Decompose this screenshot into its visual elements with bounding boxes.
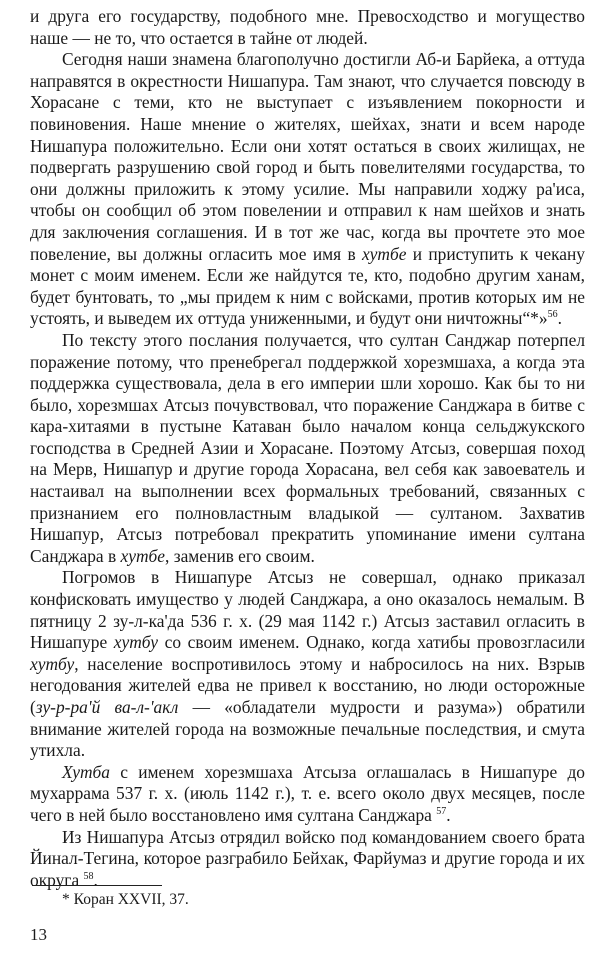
- italic-term: хутбе: [361, 243, 407, 264]
- paragraph: [30, 567, 585, 761]
- italic-term: хутбу: [113, 632, 159, 653]
- text-run: со своим именем. Однако, когда хатибы провозгласили: [158, 632, 585, 653]
- footnote-ref: 58: [83, 870, 94, 882]
- text-run: — «обладатели мудрости и разума») обратили внимание жителей города на возможные печальные последствия, и смута утихла.: [30, 697, 585, 761]
- italic-term: хутбе: [120, 545, 165, 566]
- footnote-ref: 57: [436, 806, 447, 818]
- text-run: По тексту этого послания получается, что султан Санджар потерпел поражение потому, что пренебрегал поддержкой хорезмшаха, а когда эта поддержка существовала, дела в его империи шли хорошо. Как бы то ни было, хорезмшах Атсыз почувствовал, что поражение Санджара в битве с кара-хитаями в пустыне Катаван было началом конца сельджукского господства в Средней Азии и Хорасане. Поэтому Атсыз, совершая поход на Мерв, Нишапур и другие города Хорасана, вел себя как завоеватель и настаивал на выполнении всех формальных требований, связанных с признанием его полновластным владыкой — султаном. Захватив Нишапур, Атсыз потребовал прекратить упоминание имени султана Санджара в: [30, 329, 585, 566]
- text-run: .: [557, 308, 562, 329]
- paragraph: [30, 762, 585, 827]
- paragraph: [30, 330, 585, 568]
- text-run: Погромов в Нишапуре Атсыз не совершал, однако приказал конфисковать имущество у людей Санджара, а оно оказалось немалым. В пятницу 2 зу-л-ка'да 536 г. х. (29 мая 1142 г.) Атсыз заставил огласить в Нишапуре: [30, 567, 585, 653]
- text-run: и друга его государству, подобного мне. Превосходство и могущество наше — не то, что остается в тайне от людей.: [30, 6, 585, 48]
- footnote: * Коран XXVII, 37.: [62, 891, 189, 908]
- text-run: с именем хорезмшаха Атсыза оглашалась в Нишапуре до мухаррама 537 г. х. (июль 1142 г.), т. е. всего около двух месяцев, после чего в ней было восстановлено имя султана Санджара: [30, 761, 585, 825]
- footnote-ref: 56: [547, 309, 558, 321]
- paragraph: [30, 49, 585, 330]
- text-run: , население воспротивилось этому и набросилось на них. Взрыв негодования жителей едва не привел к восстанию, но люди осторожные (: [30, 653, 585, 717]
- italic-term: хутбу: [30, 653, 75, 674]
- text-run: Из Нишапура Атсыз отрядил войско под командованием своего брата Йинал-Тегина, которое разграбило Бейхак, Фарйумаз и другие города и их округа: [30, 826, 585, 890]
- body-text: [30, 6, 585, 891]
- text-run: и приступить к чекану монет с моим именем. Если же найдутся те, кто, подобно другим ханам, будет бунтовать, то „мы придем к ним с войсками, против которых им не устоять, и выведем их оттуда униженными, и будут они ничтожны“*»: [30, 243, 585, 329]
- paragraph: [30, 827, 585, 892]
- text-run: .: [93, 869, 98, 890]
- text-run: Сегодня наши знамена благополучно достигли Аб-и Барйека, а оттуда направятся в окрестности Нишапура. Там знают, что случается повсюду в Хорасане с теми, кто не выступает с изъявлением покорности и повиновения. Наше мнение о жителях, шейхах, знати и всем народе Нишапура положительно. Если они хотят остаться в своих жилищах, не подвергать разрушению свой город и быть повелителями государства, то они должны приложить к этому усилие. Мы направили ходжу ра'иса, чтобы он сообщил об этом повелении и отправил к нам шейхов и знать для заключения соглашения. И в тот же час, когда вы прочтете это мое повеление, вы должны огласить мое имя в: [30, 49, 585, 264]
- text-run: .: [446, 804, 451, 825]
- italic-term: Хутба: [62, 761, 110, 782]
- page-number: 13: [30, 925, 47, 944]
- footnote-rule: [32, 885, 162, 886]
- paragraph: [30, 6, 585, 49]
- italic-term: зу-р-ра'й ва-л-'акл: [35, 697, 179, 717]
- text-run: , заменив его своим.: [165, 545, 315, 566]
